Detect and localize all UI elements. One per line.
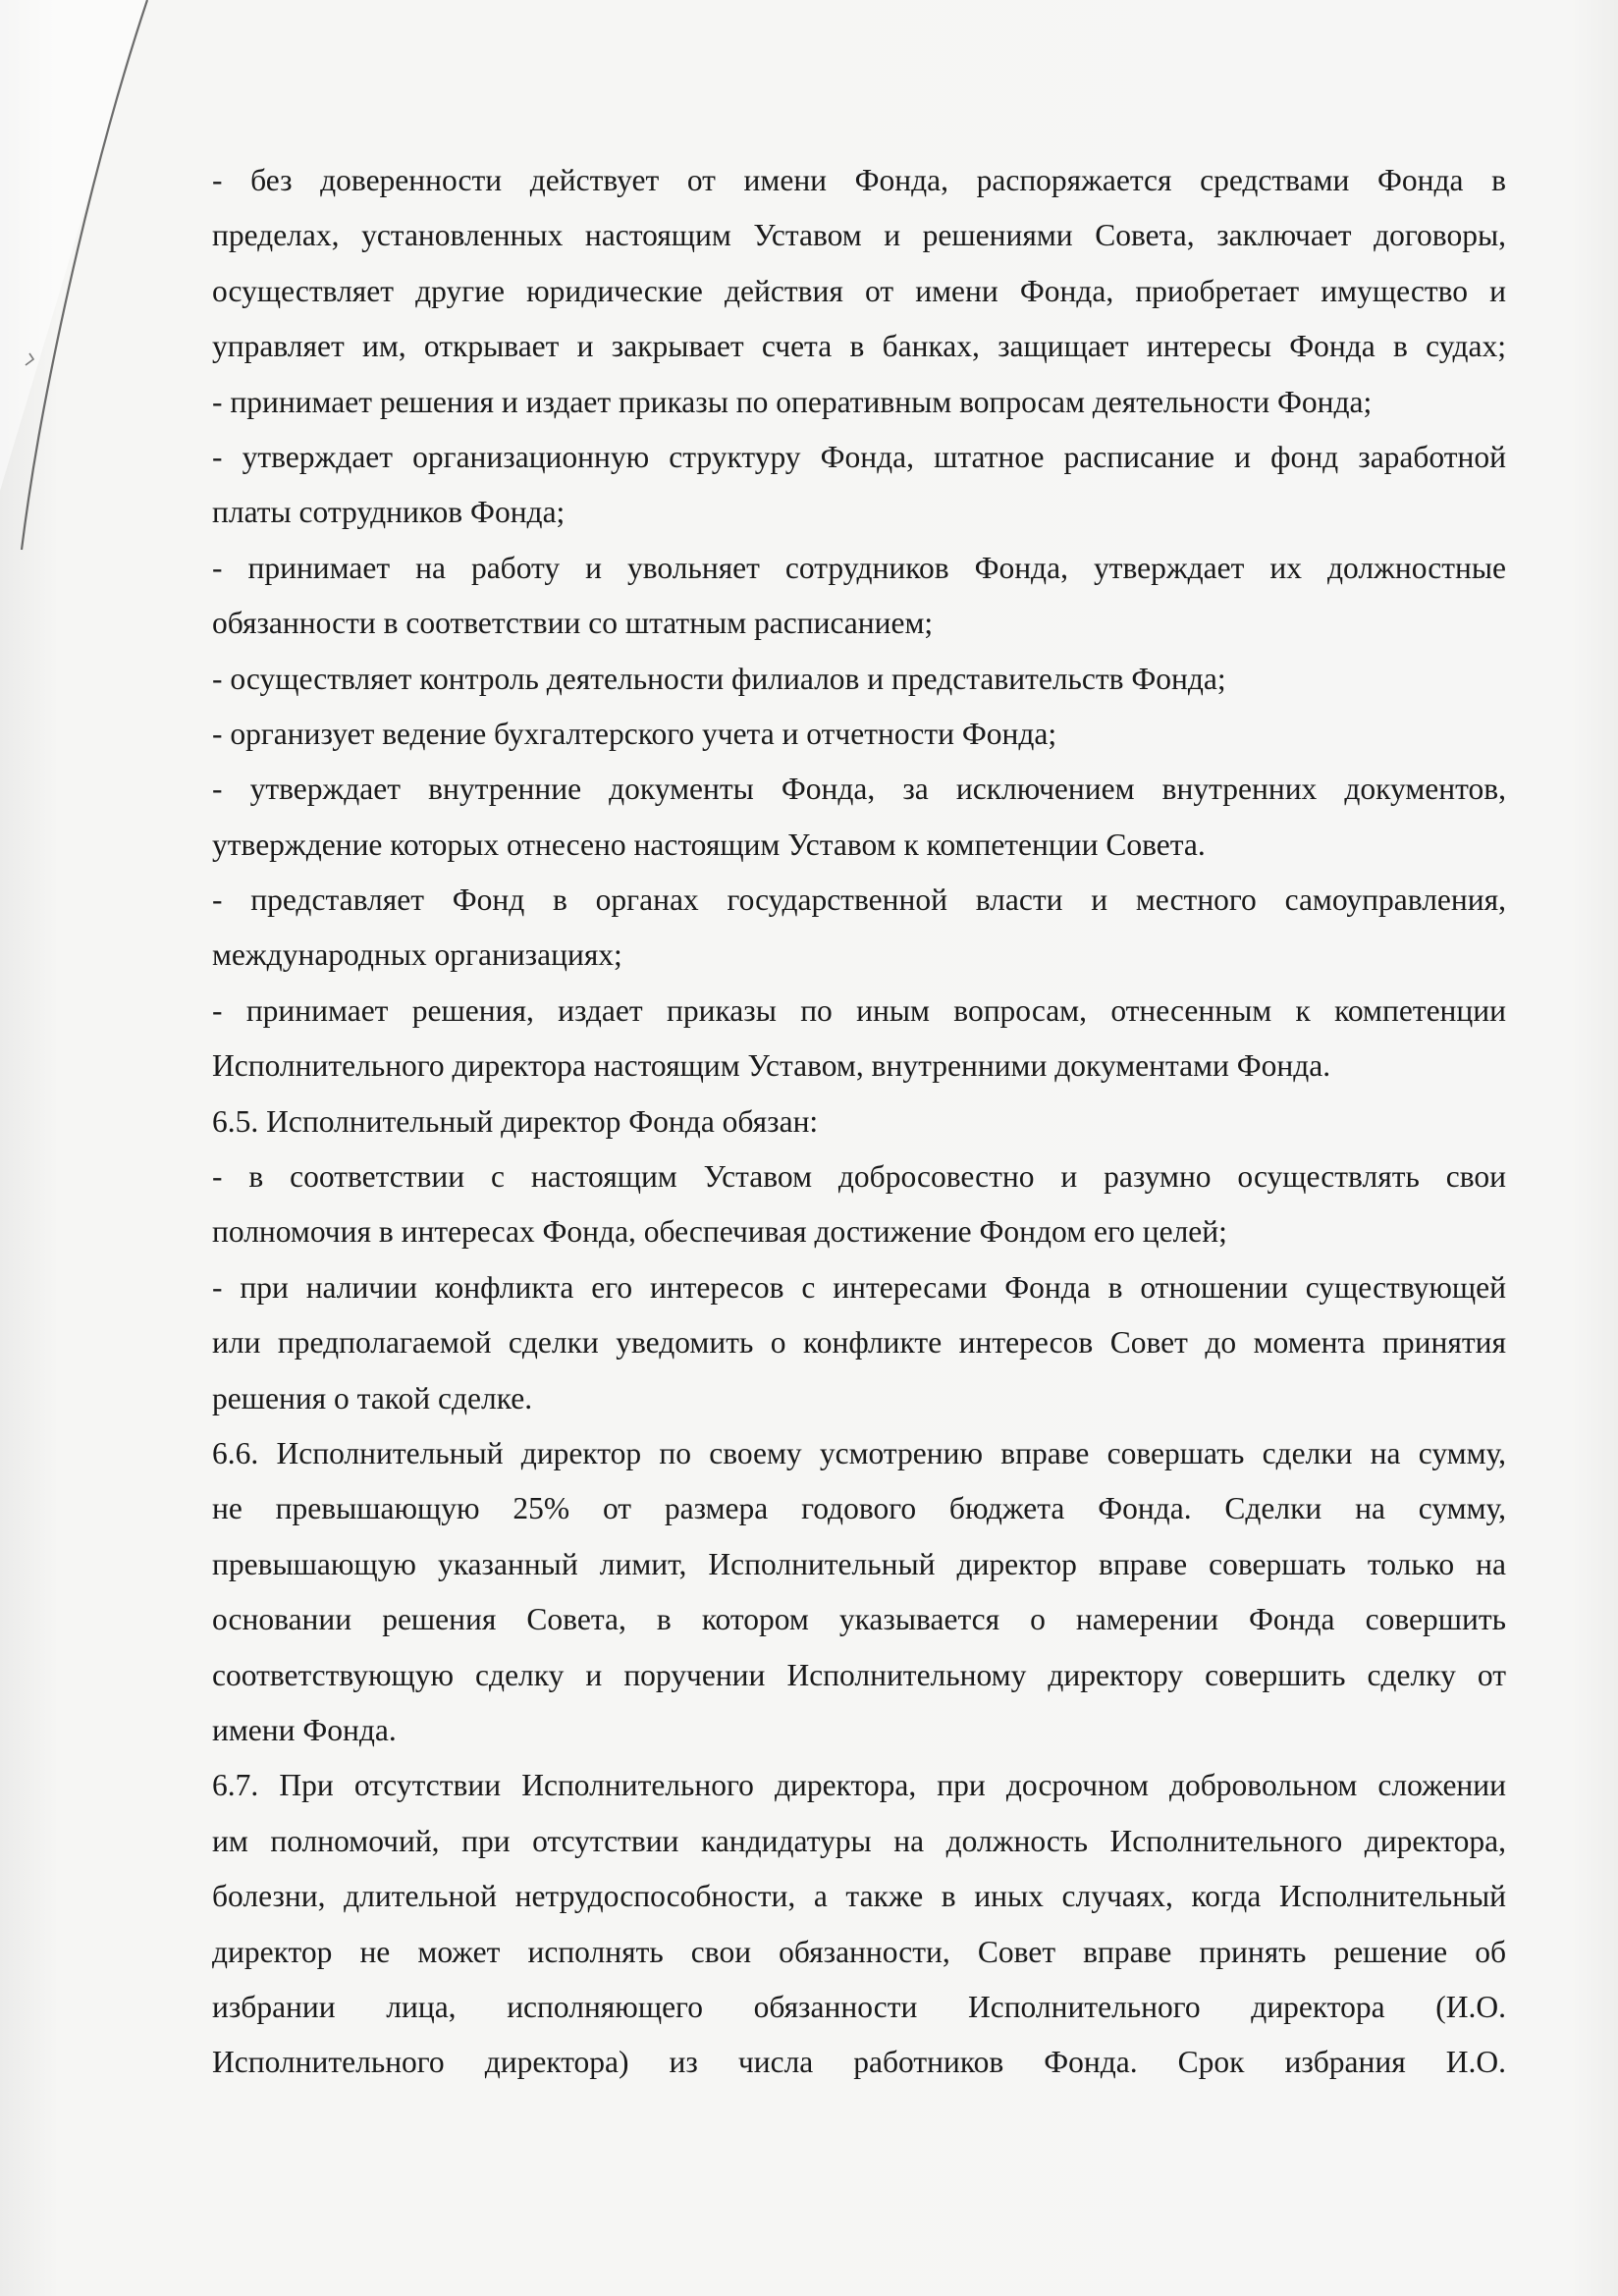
text-line: - принимает решения, издает приказы по иным вопросам, отнесенным к компетенции <box>212 992 1506 1028</box>
text-line: директор не может исполнять свои обязанности, Совет вправе принять решение об <box>212 1934 1506 1969</box>
text-line: или предполагаемой сделки уведомить о конфликте интересов Совет до момента принятия <box>212 1325 1506 1361</box>
text-line: обязанности в соответствии со штатным расписанием; <box>212 606 934 641</box>
text-line: болезни, длительной нетрудоспособности, а также в иных случаях, когда Исполнительный <box>212 1879 1506 1914</box>
text-line: - представляет Фонд в органах государственной власти и местного самоуправления, <box>212 882 1506 918</box>
text-line: - утверждает внутренние документы Фонда, за исключением внутренних документов, <box>212 772 1506 807</box>
text-line: - в соответствии с настоящим Уставом добросовестно и разумно осуществлять свои <box>212 1159 1506 1195</box>
text-line: международных организациях; <box>212 937 622 973</box>
text-line: имени Фонда. <box>212 1712 397 1747</box>
text-line: - без доверенности действует от имени Фонда, распоряжается средствами Фонда в <box>212 163 1506 197</box>
text-line: - осуществляет контроль деятельности филиалов и представительств Фонда; <box>212 661 1226 696</box>
text-line: платы сотрудников Фонда; <box>212 495 566 530</box>
text-line: - утверждает организационную структуру Фонда, штатное расписание и фонд заработной <box>212 439 1506 474</box>
text-line: решения о такой сделке. <box>212 1380 533 1415</box>
text-line: 6.5. Исполнительный директор Фонда обязан: <box>212 1103 819 1139</box>
text-line: им полномочий, при отсутствии кандидатуры на должность Исполнительного директора, <box>212 1823 1506 1858</box>
text-line: управляет им, открывает и закрывает счета в банках, защищает интересы Фонда в судах; <box>212 329 1506 364</box>
text-line: - принимает решения и издает приказы по оперативным вопросам деятельности Фонда; <box>212 384 1373 419</box>
document-body <box>212 153 1506 2091</box>
text-line: - принимает на работу и увольняет сотрудников Фонда, утверждает их должностные <box>212 550 1506 585</box>
text-line: превышающую указанный лимит, Исполнительный директор вправе совершать только на <box>212 1546 1506 1581</box>
text-line: Исполнительного директора настоящим Уставом, внутренними документами Фонда. <box>212 1048 1331 1084</box>
text-line: осуществляет другие юридические действия от имени Фонда, приобретает имущество и <box>212 273 1506 308</box>
text-line: - при наличии конфликта его интересов с интересами Фонда в отношении существующей <box>212 1269 1506 1305</box>
text-line: не превышающую 25% от размера годового бюджета Фонда. Сделки на сумму, <box>212 1491 1506 1526</box>
text-line: - организует ведение бухгалтерского учета и отчетности Фонда; <box>212 716 1057 751</box>
text-line: утверждение которых отнесено настоящим Уставом к компетенции Совета. <box>212 827 1206 862</box>
text-line: Исполнительного директора) из числа работников Фонда. Срок избрания И.О. <box>212 2045 1506 2080</box>
text-line: основании решения Совета, в котором указывается о намерении Фонда совершить <box>212 1602 1506 1637</box>
text-line: 6.6. Исполнительный директор по своему усмотрению вправе совершать сделки на сумму, <box>212 1435 1506 1470</box>
text-line: избрании лица, исполняющего обязанности Исполнительного директора (И.О. <box>212 1989 1506 2024</box>
text-line: полномочия в интересах Фонда, обеспечивая достижение Фондом его целей; <box>212 1214 1227 1250</box>
text-line: 6.7. При отсутствии Исполнительного директора, при досрочном добровольном сложении <box>212 1768 1506 1803</box>
text-line: пределах, установленных настоящим Уставом и решениями Совета, заключает договоры, <box>212 218 1506 253</box>
text-line: соответствующую сделку и поручении Исполнительному директору совершить сделку от <box>212 1657 1506 1692</box>
